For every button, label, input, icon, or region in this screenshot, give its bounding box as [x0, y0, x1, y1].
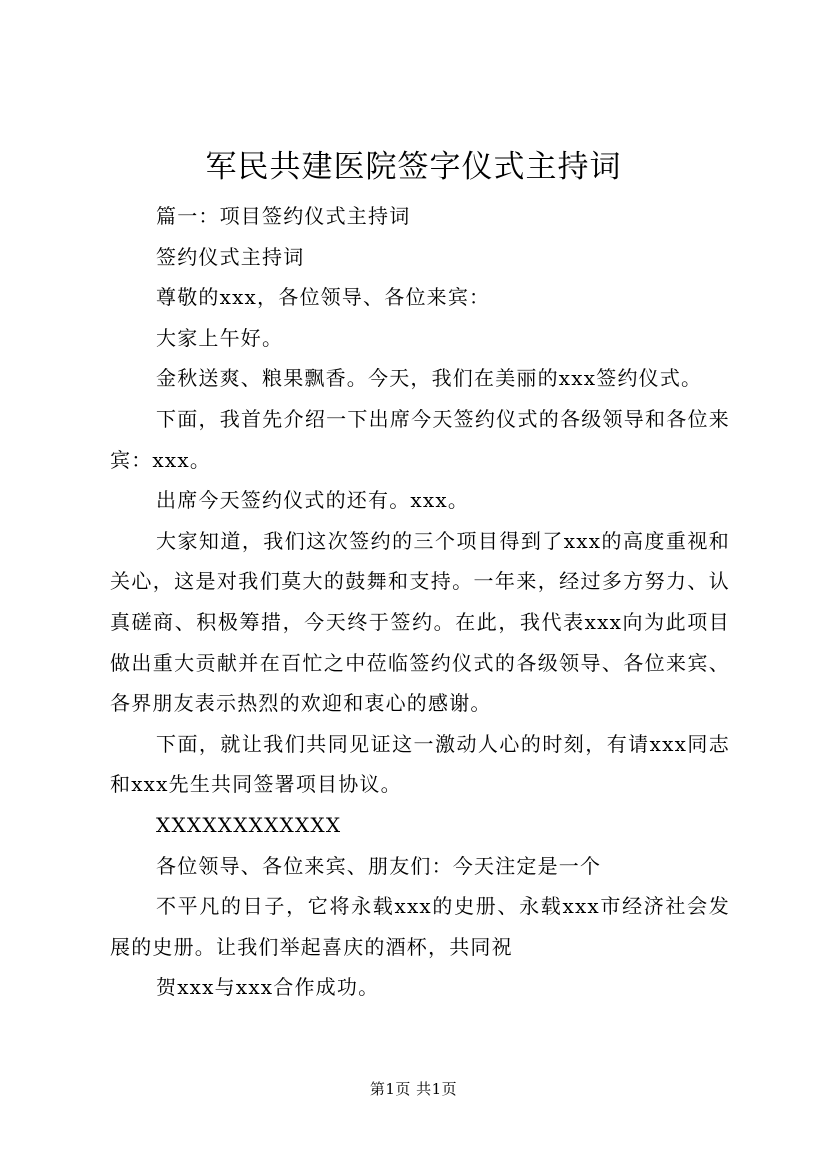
- document-title: 军民共建医院签字仪式主持词: [205, 149, 622, 185]
- paragraph-salutation: 尊敬的xxx，各位领导、各位来宾：: [156, 285, 491, 310]
- page-footer: 第1页 共1页: [369, 1080, 458, 1098]
- paragraph-toast-intro: 各位领导、各位来宾、朋友们：今天注定是一个: [156, 853, 602, 878]
- paragraph-subheading: 签约仪式主持词: [156, 244, 305, 269]
- paragraph-closing: 贺xxx与xxx合作成功。: [156, 975, 380, 1000]
- paragraph-attendees: 出席今天签约仪式的还有。xxx。: [156, 488, 470, 513]
- document-body: [110, 196, 730, 1008]
- paragraph-greeting: 大家上午好。: [156, 325, 284, 350]
- paragraph-heading: 篇一：项目签约仪式主持词: [156, 204, 411, 228]
- paragraph-placeholder: XXXXXXXXXXXX: [156, 812, 342, 837]
- paragraph-thanks: 大家知道，我们这次签约的三个项目得到了xxx的高度重视和关心，这是对我们莫大的鼓舞和支持。一年来，经过多方努力、认真磋商、积极筹措，今天终于签约。在此，我代表xxx向为此项目做出重大贡献并在百忙之中莅临签约仪式的各级领导、各位来宾、各界朋友表示热烈的欢迎和衷心的感谢。: [110, 528, 730, 716]
- paragraph-introduction: 下面，我首先介绍一下出席今天签约仪式的各级领导和各位来宾：xxx。: [110, 406, 730, 472]
- paragraph-signing: 下面，就让我们共同见证这一激动人心的时刻，有请xxx同志和xxx先生共同签署项目协议。: [110, 731, 730, 797]
- paragraph-opening: 金秋送爽、粮果飘香。今天，我们在美丽的xxx签约仪式。: [156, 366, 703, 391]
- paragraph-toast: 不平凡的日子，它将永载xxx的史册、永载xxx市经济社会发展的史册。让我们举起喜庆的酒杯，共同祝: [110, 894, 730, 959]
